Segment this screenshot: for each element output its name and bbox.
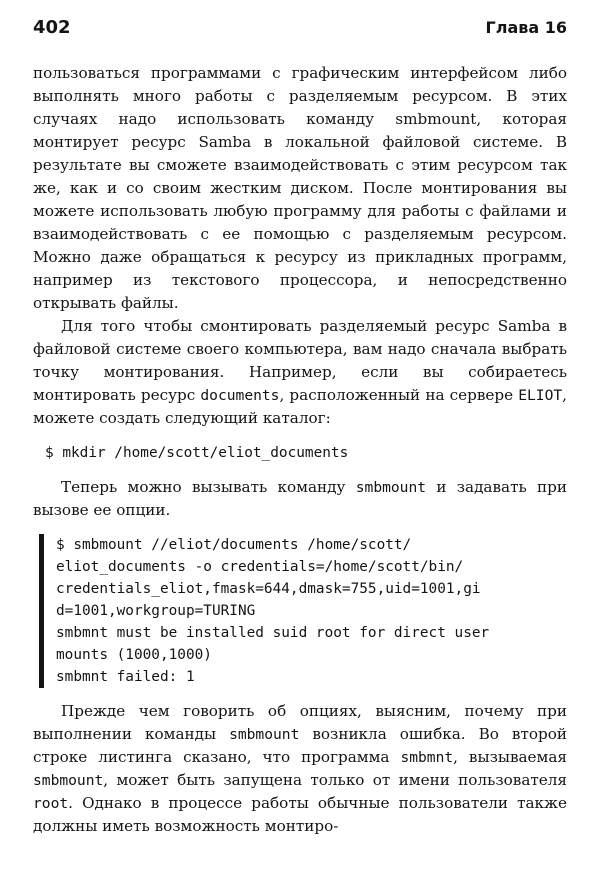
paragraph-2-text-1: Для того чтобы смонтировать разделяемый ресурс Samba в файловой системе своего компьютера, вам надо сначала выбрать точку монтирования. Например, если вы собираетесь монтировать ресурс <box>33 317 567 404</box>
listing-line: eliot_documents -o credentials=/home/scott/bin/ <box>56 559 464 575</box>
paragraph-3-text-1: Теперь можно вызывать команду <box>61 478 356 496</box>
paragraph-1: пользоваться программами с графическим интерфейсом либо выполнять много работы с разделяемым ресурсом. В этих случаях надо использовать команду smbmount, которая монтирует ресурс Samba в локальной файловой системе. В результате вы сможете взаимодействовать с этим ресурсом так же, как и со своим жестким диском. После монтирования вы можете использовать любую программу для работы с файлами и взаимодействовать с ее помощью с разделяемым ресурсом. Можно даже обращаться к ресурсу из прикладных программ, например из текстового процессора, и непосредственно открывать файлы. <box>33 64 567 312</box>
paragraph-2-text-3: , можете создать следующий каталог: <box>33 386 567 427</box>
paragraph-2 <box>33 315 567 430</box>
listing-line: credentials_eliot,fmask=644,dmask=755,uid=1001,gi <box>56 581 481 597</box>
listing-line: mounts (1000,1000) <box>56 647 212 663</box>
page-header <box>33 14 567 40</box>
paragraph-4-text-1: Прежде чем говорить об опциях, выясним, почему при выполнении команды <box>33 702 567 743</box>
paragraph-3-text-2: и задавать при вызове ее опции. <box>33 478 567 519</box>
inline-code-smbmount: smbmount <box>229 726 300 743</box>
page-number: 402 <box>33 16 71 38</box>
listing-line: $ smbmount //eliot/documents /home/scott/ <box>56 537 412 553</box>
listing-line: smbmnt must be installed suid root for direct user <box>56 625 490 641</box>
code-listing <box>39 534 567 688</box>
page-body <box>33 62 567 838</box>
paragraph-4-text-5: . Однако в процессе работы обычные пользователи также должны иметь возможность монтиро- <box>33 794 567 835</box>
inline-code-documents: documents <box>200 387 280 404</box>
paragraph-4-text-4: , может быть запущена только от имени пользователя <box>103 771 567 789</box>
inline-code-smbmnt: smbmnt <box>400 749 454 766</box>
inline-code-root: root <box>33 795 69 812</box>
inline-code-eliot: ELIOT <box>518 387 563 404</box>
inline-code-smbmount: smbmount <box>355 479 427 496</box>
command-mkdir: $ mkdir /home/scott/eliot_documents <box>45 445 349 461</box>
listing-line: smbmnt failed: 1 <box>56 669 195 685</box>
paragraph-2-text-2: , расположенный на сервере <box>279 386 519 404</box>
paragraph-4-text-2: возникла ошибка. Во второй строке листинга сказано, что программа <box>33 725 567 766</box>
paragraph-4-text-3: , вызываемая <box>453 748 567 766</box>
listing-line: d=1001,workgroup=TURING <box>56 603 256 619</box>
chapter-title: Глава 16 <box>485 17 567 37</box>
inline-code-smbmount: smbmount <box>33 772 104 789</box>
paragraph-4 <box>33 700 567 838</box>
paragraph-3 <box>33 476 567 522</box>
